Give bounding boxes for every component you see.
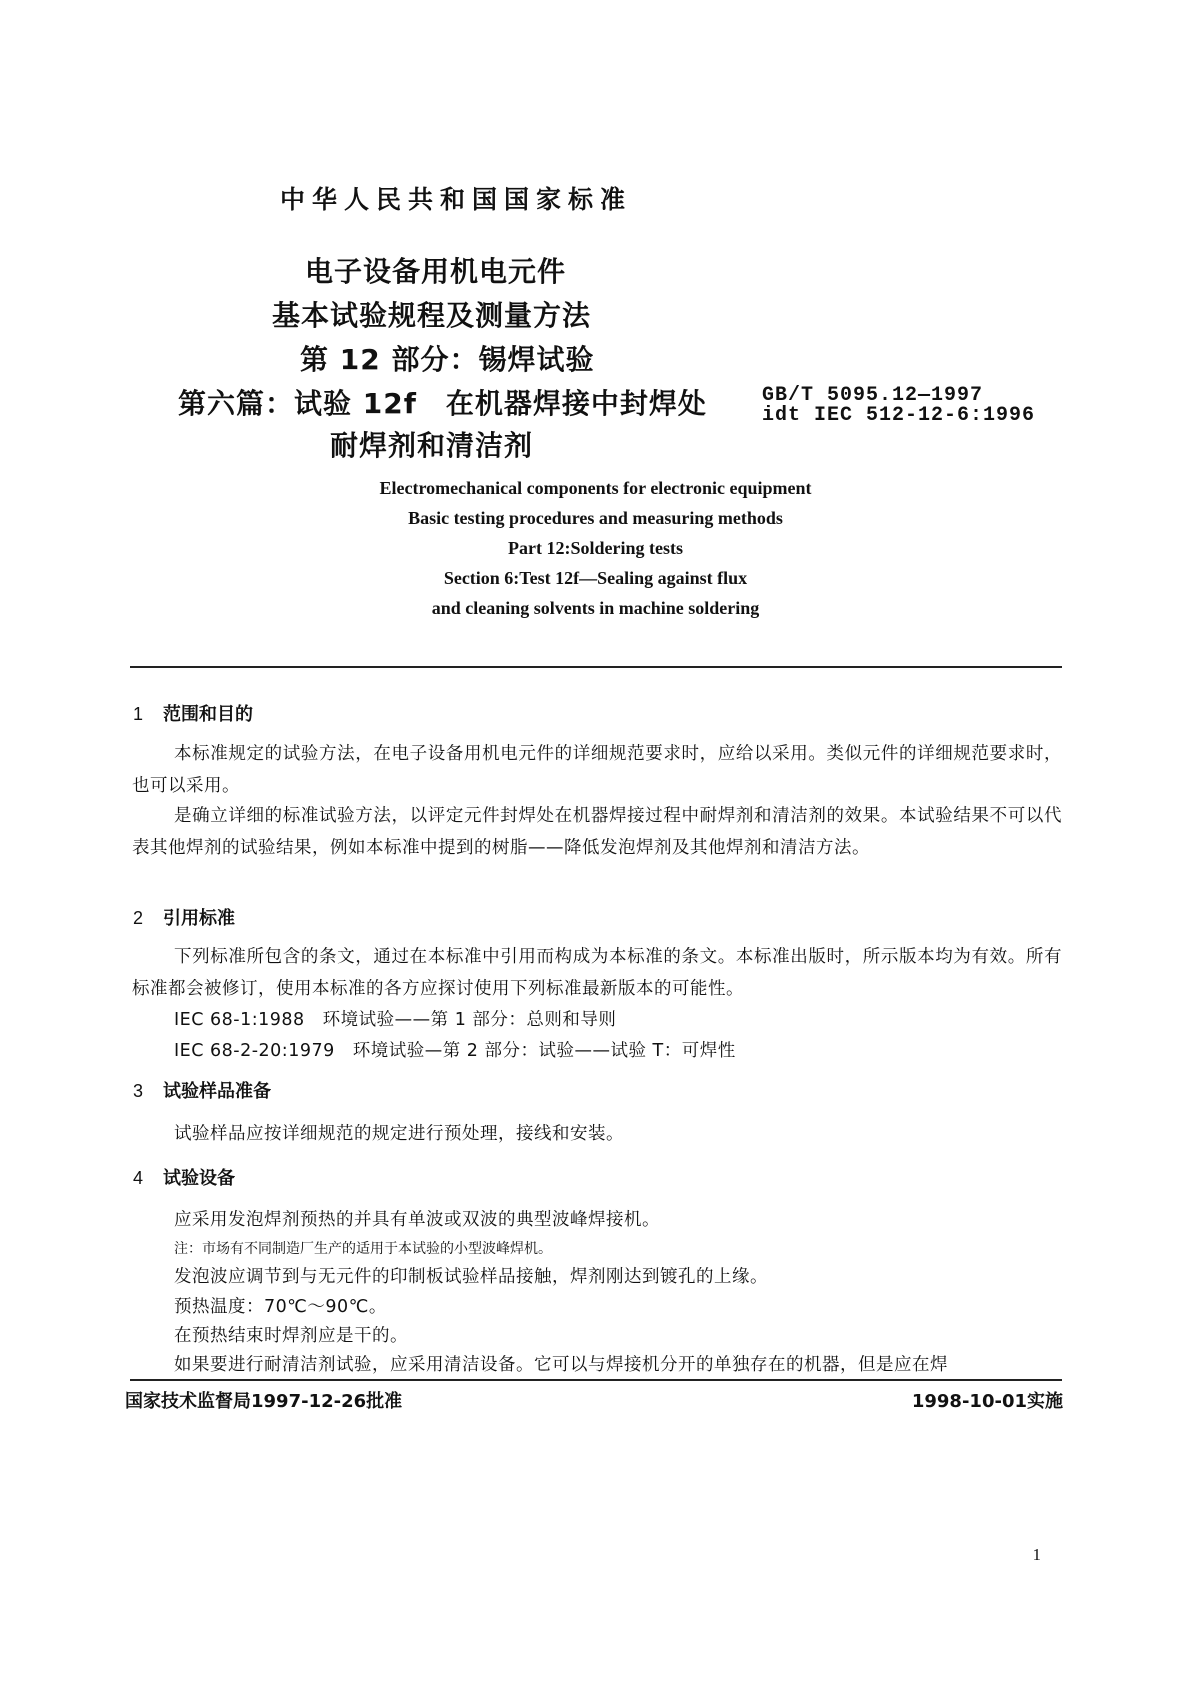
section-4-note: 注：市场有不同制造厂生产的适用于本试验的小型波峰焊机。 [174,1241,552,1257]
section-1-paragraph-1: 本标准规定的试验方法，在电子设备用机电元件的详细规范要求时，应给以采用。类似元件的详细规范要求时，也可以采用。 [132,744,1062,796]
title-zh-line-1: 电子设备用机电元件 [305,255,567,288]
implementation-date: 1998-10-01实施 [911,1391,1063,1412]
title-en-line-3: Part 12:Soldering tests [508,538,683,558]
reference-1: IEC 68-1:1988 环境试验——第 1 部分：总则和导则 [174,1010,617,1030]
section-4-line-3: 预热温度：70℃～90℃。 [174,1297,387,1317]
section-4-line-1: 应采用发泡焊剂预热的并具有单波或双波的典型波峰焊接机。 [174,1210,660,1230]
standard-code: GB/T 5095.12—1997 [762,384,984,407]
section-4-line-4: 在预热结束时焊剂应是干的。 [174,1326,408,1346]
title-zh-line-2: 基本试验规程及测量方法 [272,299,592,332]
section-3-title: 试验样品准备 [163,1081,271,1102]
section-1-number: 1 [133,704,144,724]
title-en-line-4: Section 6:Test 12f—Sealing against flux [443,568,748,588]
section-3-paragraph-1: 试验样品应按详细规范的规定进行预处理，接线和安装。 [174,1124,624,1144]
section-1-title: 范围和目的 [163,704,253,725]
section-1-heading [133,700,253,726]
section-4-line-5: 如果要进行耐清洁剂试验，应采用清洁设备。它可以与焊接机分开的单独存在的机器，但是应在焊 [174,1355,948,1375]
section-2-paragraph-1: 下列标准所包含的条文，通过在本标准中引用而构成为本标准的条文。本标准出版时，所示版本均为有效。所有标准都会被修订，使用本标准的各方应探讨使用下列标准最新版本的可能性。 [132,947,1062,999]
reference-2: IEC 68-2-20:1979 环境试验—第 2 部分：试验——试验 T：可焊性 [174,1041,736,1061]
section-1-paragraph-2: 是确立详细的标准试验方法，以评定元件封焊处在机器焊接过程中耐焊剂和清洁剂的效果。本试验结果不可以代表其他焊剂的试验结果，例如本标准中提到的树脂——降低发泡焊剂及其他焊剂和清洁方法。 [132,806,1062,858]
section-4-line-2: 发泡波应调节到与无元件的印制板试验样品接触，焊剂刚达到镀孔的上缘。 [174,1267,768,1287]
title-en-line-5: and cleaning solvents in machine soldering [431,598,760,618]
section-4-heading [133,1164,235,1190]
section-3-heading [133,1077,271,1103]
section-2-title: 引用标准 [163,908,235,929]
section-2-heading [133,904,235,930]
footer-divider [130,1379,1062,1381]
title-en-line-1: Electromechanical components for electronic equipment [379,478,812,498]
section-3-number: 3 [133,1081,144,1101]
page-number: 1 [1032,1545,1041,1564]
section-4-number: 4 [133,1168,144,1188]
title-zh-line-4: 第六篇：试验 12f 在机器焊接中封焊处 [178,387,707,420]
approval-date: 国家技术监督局1997-12-26批准 [125,1391,403,1412]
header-divider [130,666,1062,668]
country-standard-heading: 中华人民共和国国家标准 [280,185,633,214]
title-en-line-2: Basic testing procedures and measuring methods [408,508,783,528]
title-zh-line-5: 耐焊剂和清洁剂 [330,429,534,462]
section-2-number: 2 [133,908,144,928]
section-4-title: 试验设备 [163,1168,235,1189]
title-zh-line-3: 第 12 部分：锡焊试验 [300,343,595,376]
idt-code: idt IEC 512-12-6:1996 [762,404,1036,427]
